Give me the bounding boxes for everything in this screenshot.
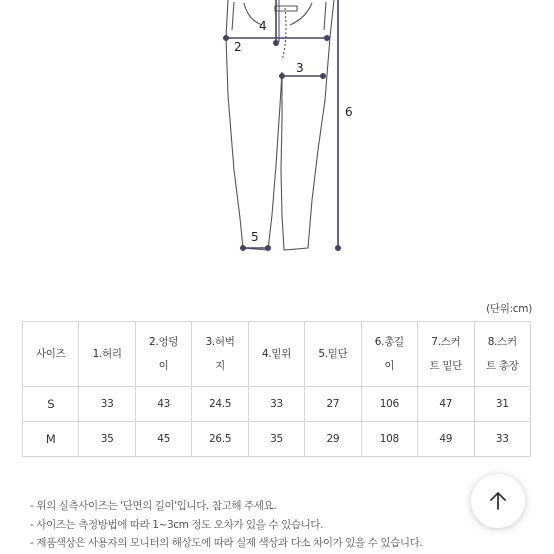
column-header-text: 4.밑위 (261, 348, 292, 360)
measurement-cell: 27 (305, 387, 361, 422)
column-header-text: 지 (215, 360, 225, 372)
measurement-cell: 35 (248, 422, 304, 457)
scroll-to-top-button[interactable] (471, 474, 525, 528)
measurement-cell: 31 (474, 387, 531, 422)
column-header-text: 8.스커 (487, 336, 517, 348)
measurement-cell: 33 (79, 387, 135, 422)
label-6: 6 (345, 105, 353, 119)
note-line: - 사이즈는 측정방법에 따라 1~3cm 정도 오차가 있을 수 있습니다. (30, 518, 324, 531)
measurement-cell: 47 (418, 387, 474, 422)
unit-label: (단위:cm) (486, 303, 532, 315)
column-header-text: 2.엉덩 (149, 336, 179, 348)
measurement-cell: 108 (361, 422, 417, 457)
column-header-text: 7.스커 (431, 336, 461, 348)
column-header (79, 322, 135, 387)
table-row (23, 387, 531, 422)
column-header (474, 322, 531, 387)
column-header (418, 322, 474, 387)
measurement-cell: 29 (305, 422, 361, 457)
measurement-cell: 45 (135, 422, 191, 457)
column-header (361, 322, 417, 387)
measurement-cell: 33 (248, 387, 304, 422)
column-header-text: 이 (158, 360, 169, 372)
measurement-cell: 26.5 (192, 422, 248, 457)
column-header-text: 5.밑단 (318, 348, 348, 360)
measurement-cell: 24.5 (192, 387, 248, 422)
label-5: 5 (251, 230, 259, 244)
measurement-cell: 106 (361, 387, 417, 422)
size-cell: S (23, 387, 79, 422)
column-header (305, 322, 361, 387)
column-header-text: 트 밑단 (429, 360, 463, 372)
table-row (23, 422, 531, 457)
size-notes (30, 497, 422, 553)
measurement-cell: 35 (79, 422, 135, 457)
measurement-cell: 49 (418, 422, 474, 457)
note-line: - 위의 실측사이즈는 '단면의 길이'입니다. 참고해 주세요. (30, 500, 277, 512)
arrow-up-icon (487, 490, 509, 512)
size-cell: M (23, 422, 79, 457)
column-header-text: 3.허벅 (205, 336, 235, 348)
measurement-cell: 43 (135, 387, 191, 422)
column-header-text: 1.허리 (92, 348, 122, 360)
label-2: 2 (234, 40, 242, 54)
column-header-text: 트 총장 (485, 360, 519, 372)
column-header (23, 322, 79, 387)
size-table (22, 321, 531, 457)
label-3: 3 (296, 61, 304, 75)
column-header (248, 322, 304, 387)
column-header (135, 322, 191, 387)
label-4: 4 (259, 19, 267, 33)
note-line: - 제품색상은 사용자의 모니터의 해상도에 따라 실제 색상과 다소 차이가 있을 수 있습니다. (30, 537, 423, 549)
column-header-text: 이 (384, 360, 395, 372)
column-header-text: 6.총길 (374, 336, 404, 348)
column-header (192, 322, 248, 387)
column-header-text: 사이즈 (35, 348, 66, 360)
size-table-body (23, 387, 531, 457)
measurement-cell: 33 (474, 422, 531, 457)
size-table-header (23, 322, 531, 387)
